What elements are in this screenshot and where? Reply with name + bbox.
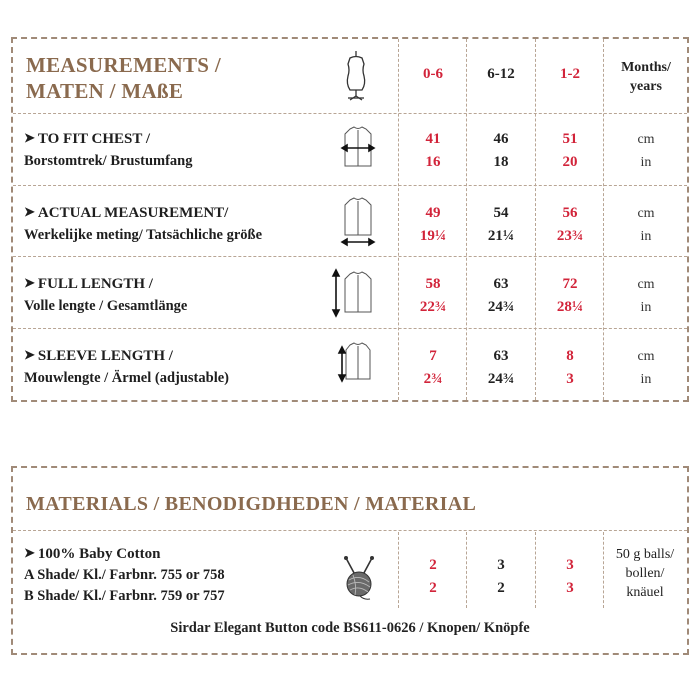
yarn-description [24,543,225,607]
shade-a-1-2: 3 [566,557,574,573]
row-label-text: SLEEVE LENGTH / [37,348,173,364]
yarn-line-3: B Shade/ Kl./ Farbnr. 759 or 757 [24,588,225,604]
row-divider [13,328,687,329]
arrow-bullet-icon: ➤ [24,545,35,560]
row-divider [13,185,687,186]
unit-cm: cm [637,277,655,292]
length-cm-1-2: 72 [562,276,578,292]
ball-unit-line1: 50 g balls/ [615,547,675,562]
yarn-ball-icon [338,554,380,602]
row-sublabel: Werkelijke meting/ Tatsächliche größe [24,227,263,243]
row-label-full-length [24,273,187,317]
chest-cm-1-2: 51 [562,131,578,147]
unit-cm: cm [637,349,655,364]
column-divider [603,39,604,400]
actual-in-1-2: 23¾ [556,228,584,244]
dress-form-icon [340,50,372,102]
chest-width-icon [340,126,376,172]
length-cm-0-6: 58 [425,276,441,292]
length-in-6-12: 24¾ [487,299,515,315]
chest-in-1-2: 20 [562,154,578,170]
unit-in: in [640,155,652,170]
yarn-line-1: 100% Baby Cotton [37,546,161,562]
arrow-bullet-icon: ➤ [24,347,35,362]
sleeve-in-6-12: 24¾ [487,371,515,387]
sleeve-cm-6-12: 63 [493,348,509,364]
row-label-actual-measurement [24,202,262,246]
column-divider [398,39,399,400]
actual-in-0-6: 19¼ [419,228,447,244]
column-divider [398,532,399,608]
ball-unit-line2: bollen/ [625,566,665,581]
row-sublabel: Borstomtrek/ Brustumfang [24,153,193,169]
unit-header-line2: years [630,79,662,94]
unit-header [608,58,684,96]
size-header-0-6: 0-6 [423,66,443,82]
shade-a-0-6: 2 [429,557,437,573]
unit-cm: cm [637,132,655,147]
sleeve-in-1-2: 3 [566,371,574,387]
row-divider [13,113,687,114]
shade-b-6-12: 2 [497,580,505,596]
column-divider [535,39,536,400]
unit-cm: cm [637,206,655,221]
arrow-bullet-icon: ➤ [24,275,35,290]
sleeve-cm-1-2: 8 [566,348,574,364]
unit-in: in [640,372,652,387]
ball-unit [606,545,684,602]
row-divider [13,530,687,531]
row-label-text: ACTUAL MEASUREMENT/ [37,205,229,221]
button-note: Sirdar Elegant Button code BS611-0626 / Knopen/ Knöpfe [170,620,530,636]
garment-width-icon [340,197,376,249]
actual-cm-6-12: 54 [493,205,509,221]
row-label-chest [24,128,193,172]
column-divider [466,39,467,400]
column-divider [603,532,604,608]
length-in-0-6: 22¾ [419,299,447,315]
sleeve-cm-0-6: 7 [429,348,437,364]
actual-in-6-12: 21¼ [487,228,515,244]
measurements-title-line2: MATEN / MAßE [26,79,184,103]
row-sublabel: Mouwlengte / Ärmel (adjustable) [24,370,229,386]
measurements-title-line1: MEASUREMENTS / [26,53,221,77]
yarn-line-2: A Shade/ Kl./ Farbnr. 755 or 758 [24,567,225,583]
actual-cm-1-2: 56 [562,205,578,221]
column-divider [535,532,536,608]
unit-in: in [640,300,652,315]
row-sublabel: Volle lengte / Gesamtlänge [24,298,188,314]
length-in-1-2: 28¼ [556,299,584,315]
sleeve-in-0-6: 2¾ [423,371,443,387]
arrow-bullet-icon: ➤ [24,204,35,219]
shade-b-1-2: 3 [566,580,574,596]
row-label-sleeve-length [24,345,229,389]
arrow-bullet-icon: ➤ [24,130,35,145]
row-divider [13,256,687,257]
measurements-title [26,52,221,104]
unit-in: in [640,229,652,244]
materials-title: MATERIALS / BENODIGDHEDEN / MATERIAL [26,493,477,515]
column-divider [466,532,467,608]
chest-cm-6-12: 46 [493,131,509,147]
unit-header-line1: Months/ [621,60,671,75]
shade-b-0-6: 2 [429,580,437,596]
length-icon [330,268,376,318]
chest-cm-0-6: 41 [425,131,441,147]
size-header-6-12: 6-12 [487,66,515,82]
row-label-text: TO FIT CHEST / [37,131,151,147]
chest-in-6-12: 18 [493,154,509,170]
ball-unit-line3: knäuel [626,585,664,600]
length-cm-6-12: 63 [493,276,509,292]
shade-a-6-12: 3 [497,557,505,573]
size-header-1-2: 1-2 [560,66,580,82]
chest-in-0-6: 16 [425,154,441,170]
sleeve-length-icon [334,341,374,385]
row-label-text: FULL LENGTH / [37,276,153,292]
actual-cm-0-6: 49 [425,205,441,221]
